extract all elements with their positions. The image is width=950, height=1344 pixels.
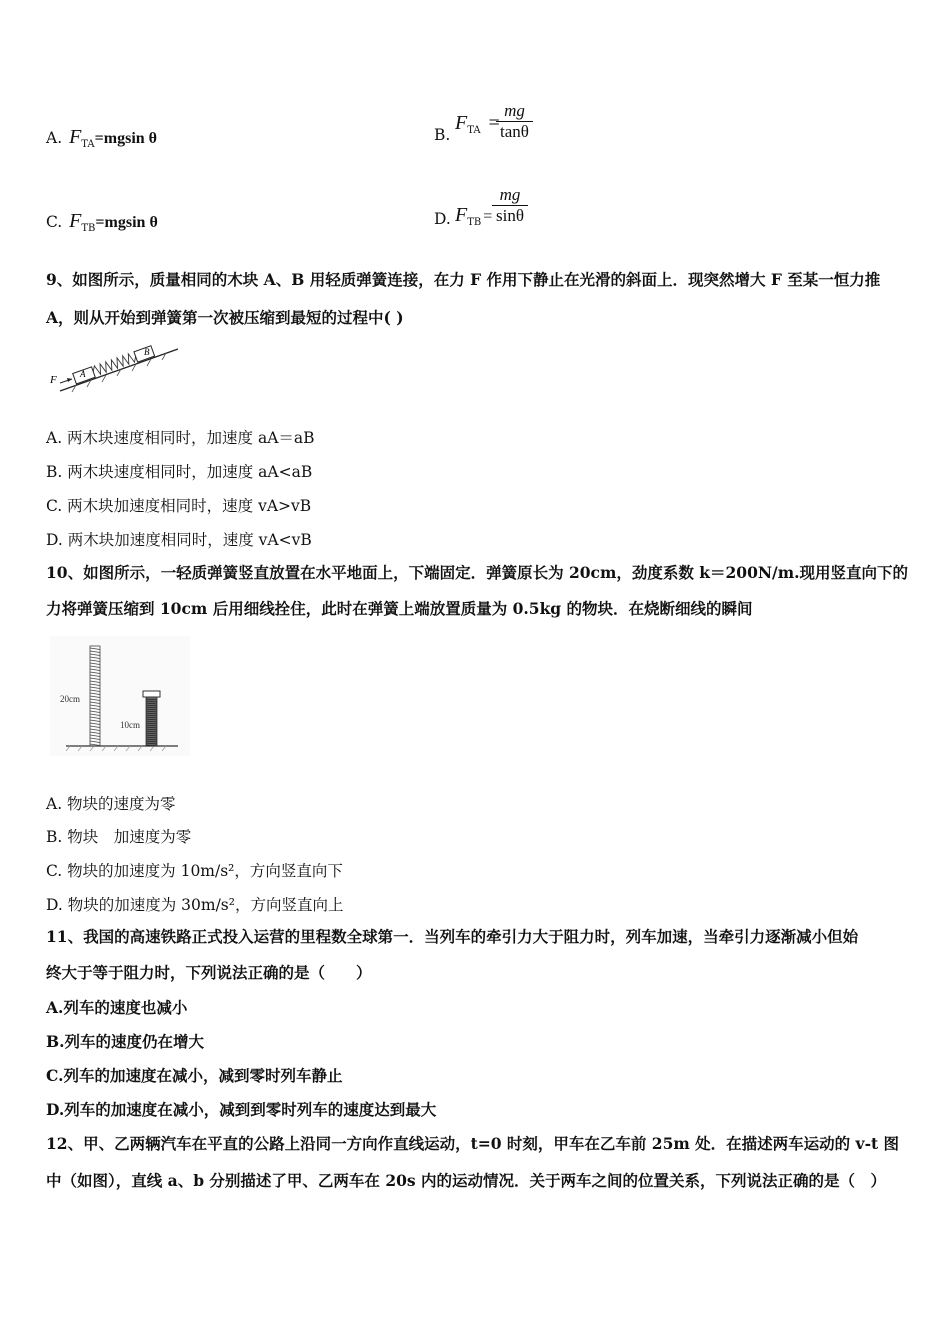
q8-b-formula-lhs: $F_{TA}$ = (455, 112, 500, 136)
q9-option-b: B. 两木块速度相同时，加速度 aA<aB (46, 463, 313, 481)
q12-stem-line1: 12、甲、乙两辆汽车在平直的公路上沿同一方向作直线运动，t=0 时刻，甲车在乙车前 25m 处．在描述两车运动的 v-t 图 (46, 1134, 900, 1153)
q8-a-expression: =mgsin θ (94, 130, 158, 147)
q9-figure-label-a: A (80, 369, 86, 379)
q10-option-a: A. 物块的速度为零 (46, 795, 176, 813)
q10-option-b: B. 物块 加速度为零 (46, 828, 192, 846)
q9-option-a: A. 两木块速度相同时，加速度 aA＝aB (46, 429, 315, 447)
q8-a-force-symbol: F (69, 126, 82, 148)
q11-stem-line1: 11、我国的高速铁路正式投入运营的里程数全球第一．当列车的牵引力大于阻力时，列车加速，当牵引力逐渐减小但始 (46, 927, 859, 946)
q10-spring-figure (50, 636, 190, 756)
q9-option-c: C. 两木块加速度相同时，速度 vA>vB (46, 497, 312, 515)
q11-stem-line2: 终大于等于阻力时，下列说法正确的是（ ） (46, 963, 372, 982)
q12-stem-line2: 中（如图），直线 a、b 分别描述了甲、乙两车在 20s 内的运动情况．关于两车之间的位置关系，下列说法正确的是（ ） (46, 1171, 887, 1190)
q11-option-a: A.列车的速度也减小 (46, 998, 188, 1017)
q10-option-d: D. 物块的加速度为 30m/s²，方向竖直向上 (46, 896, 344, 914)
q11-option-c: C.列车的加速度在减小，减到零时列车静止 (46, 1066, 343, 1085)
q8-c-expression: =mgsin θ (95, 214, 158, 231)
q8-a-subscript: TA (81, 139, 95, 150)
q9-figure-label-f: F (50, 374, 57, 386)
q9-figure-label-b: B (144, 347, 150, 357)
q8-option-b: B. (434, 126, 451, 144)
q10-figure-label-10cm: 10cm (120, 720, 140, 730)
q10-stem-line1: 10、如图所示，一轻质弹簧竖直放置在水平地面上，下端固定．弹簧原长为 20cm，劲度系数 k＝200N/m.现用竖直向下的 (46, 563, 908, 582)
q8-b-fraction: mg tanθ (496, 101, 533, 142)
q8-d-formula-lhs: $F_{TB}$ = (455, 204, 493, 228)
q8-d-fraction: mg sinθ (492, 185, 528, 226)
q10-stem-line2: 力将弹簧压缩到 10cm 后用细线拴住，此时在弹簧上端放置质量为 0.5kg 的物块．在烧断细线的瞬间 (46, 599, 753, 618)
q8-c-subscript: TB (81, 223, 96, 234)
q10-figure-label-20cm: 20cm (60, 694, 80, 704)
q11-option-d: D.列车的加速度在减小，减到到零时列车的速度达到最大 (46, 1100, 437, 1119)
q9-stem-line2: A，则从开始到弹簧第一次被压缩到最短的过程中( ) (46, 308, 404, 327)
q10-option-c: C. 物块的加速度为 10m/s²，方向竖直向下 (46, 862, 343, 880)
q8-c-force-symbol: F (69, 210, 82, 232)
q9-stem-line1: 9、如图所示，质量相同的木块 A、B 用轻质弹簧连接，在力 F 作用下静止在光滑的斜面上．现突然增大 F 至某一恒力推 (46, 270, 881, 289)
q9-incline-figure (46, 337, 181, 395)
q9-option-d: D. 两木块加速度相同时，速度 vA<vB (46, 531, 312, 549)
q8-option-d: D. (434, 210, 451, 228)
q11-option-b: B.列车的速度仍在增大 (46, 1032, 204, 1051)
q8-option-a: A. $F_{TA}=mgsin$ θ (46, 126, 158, 150)
q8-option-c: C. $F_{TB}=mgsin$ θ (46, 210, 158, 234)
